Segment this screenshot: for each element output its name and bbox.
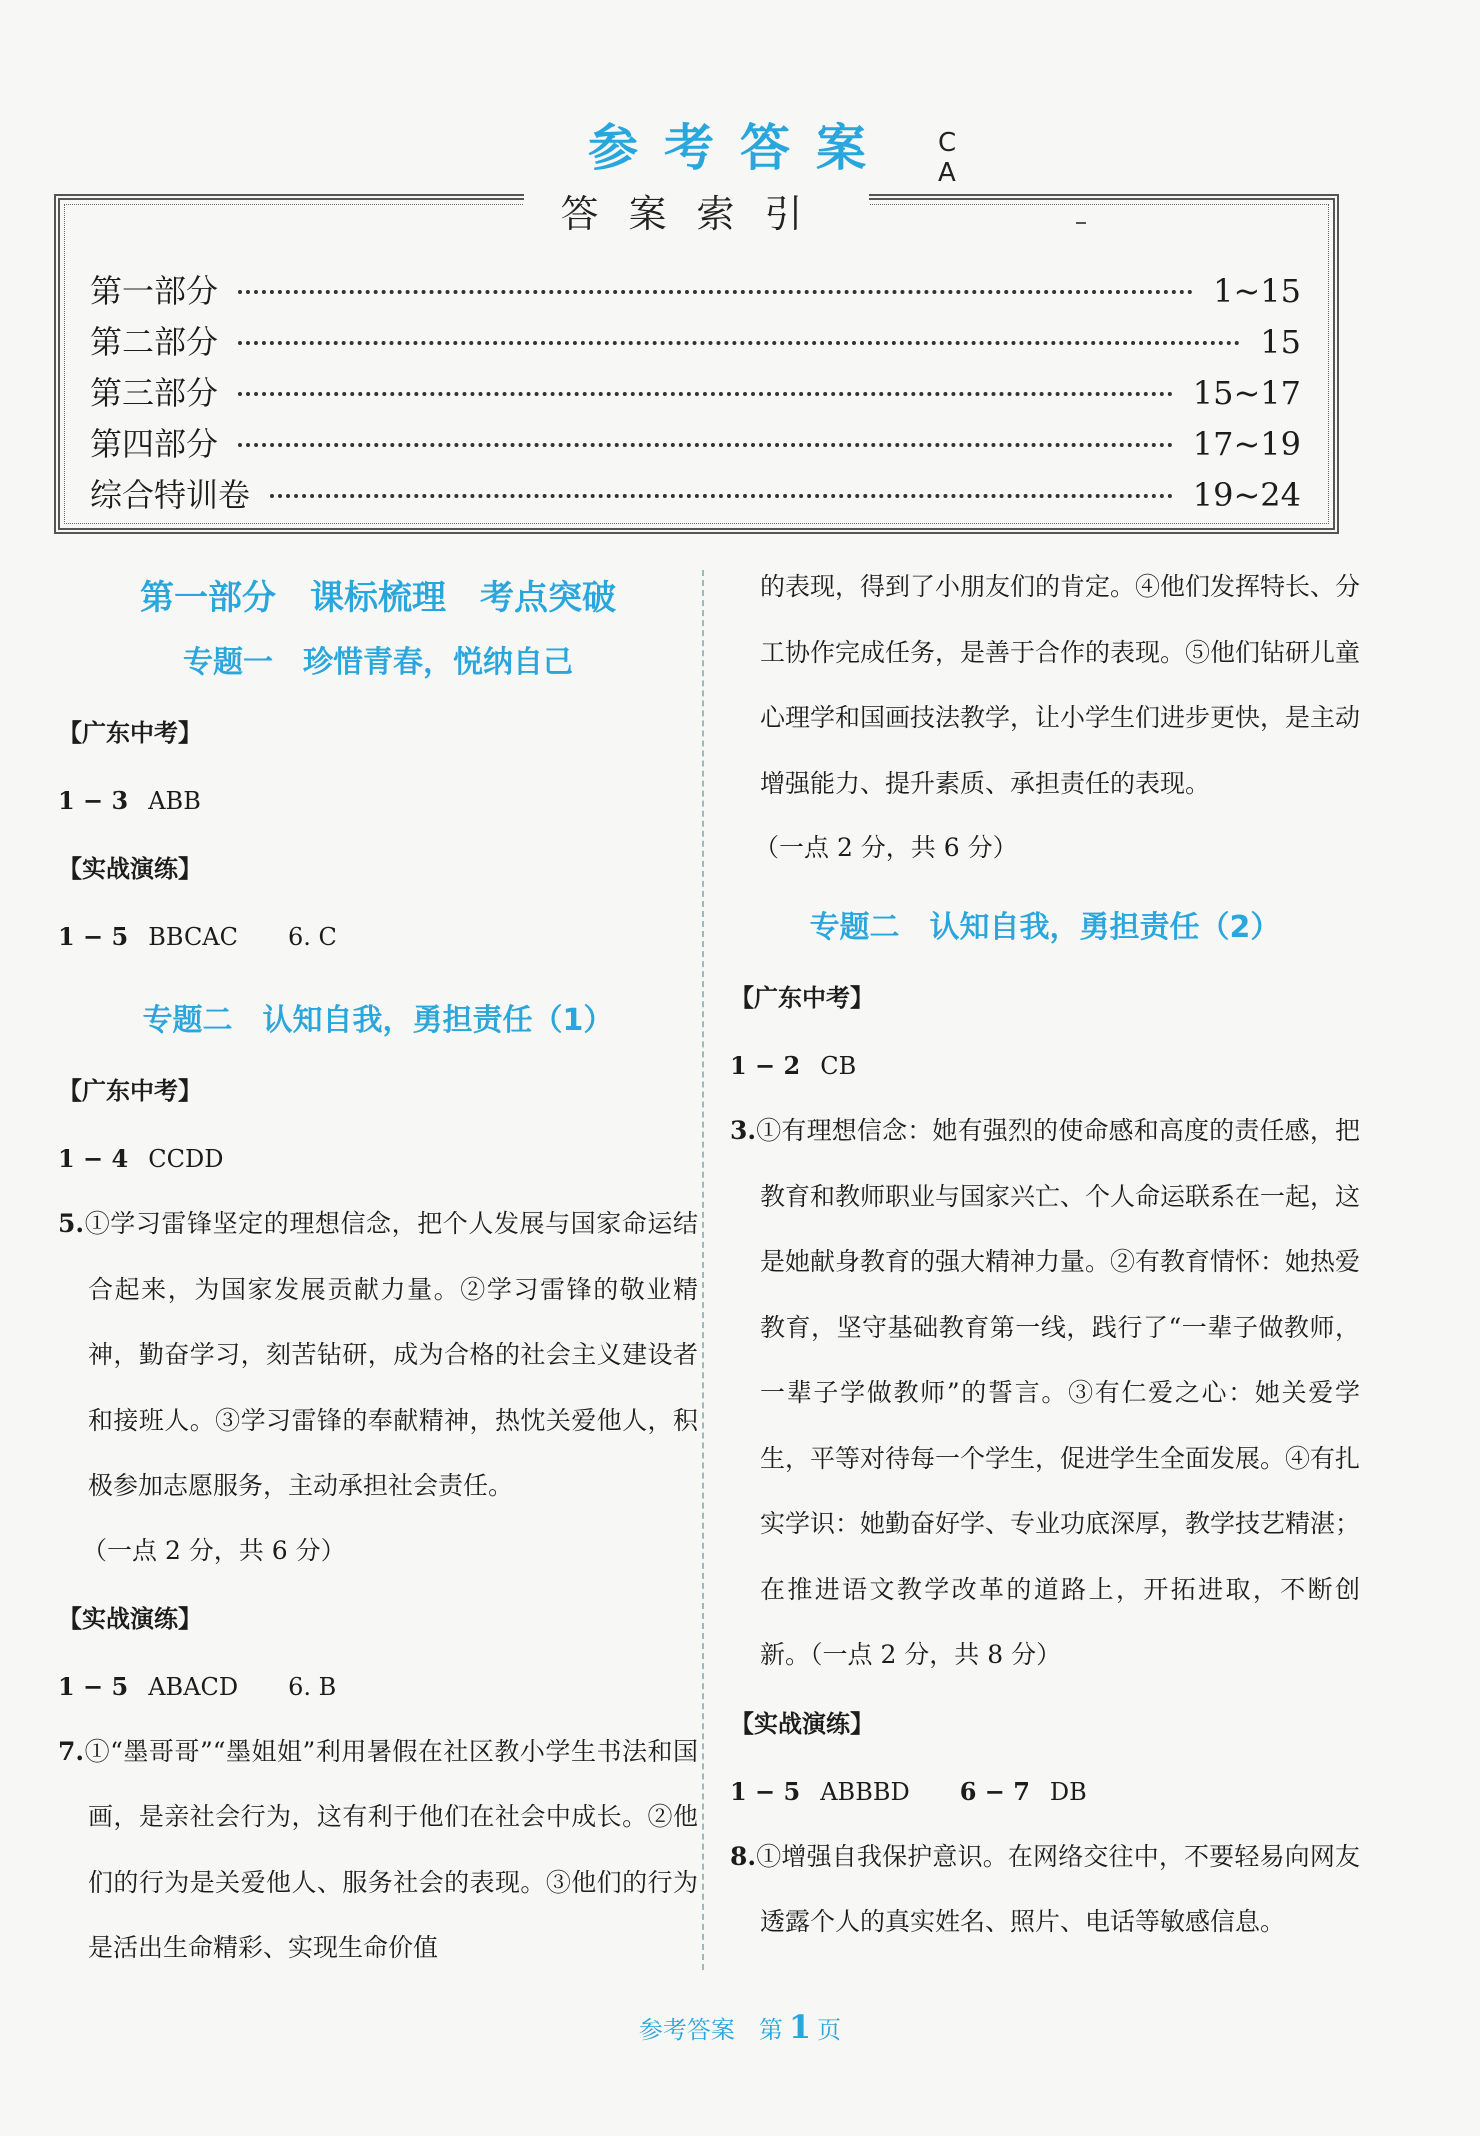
topic-title: 专题一 珍惜青春，悦纳自己: [183, 645, 573, 680]
section-heading: 【实战演练】: [58, 1604, 202, 1633]
score-note: （一点 2 分，共 6 分）: [754, 833, 1018, 862]
answer-letters: DB: [1049, 1777, 1087, 1806]
page-title: 参考答案: [588, 119, 892, 177]
topic-title: 专题二 认知自我，勇担责任（1）: [142, 1003, 614, 1038]
index-row-label: 第二部分: [90, 323, 219, 361]
right-column: [730, 560, 1360, 1955]
answer-extra: 6. C: [288, 923, 337, 951]
question-number: 3.: [730, 1116, 757, 1145]
question-range: 1 − 5: [730, 1776, 801, 1806]
page-footer: [0, 2008, 1480, 2046]
answer-letters: ABACD: [148, 1672, 239, 1701]
answer-letters: ABBBD: [820, 1777, 910, 1806]
question-range: 1 − 4: [58, 1144, 129, 1173]
question-range: 1 − 5: [58, 922, 129, 951]
page-number: 1: [788, 2008, 812, 2046]
answer-paragraph-continued: 的表现，得到了小朋友们的肯定。④他们发挥特长、分工协作完成任务，是善于合作的表现。⑤他们钻研儿童心理学和国画技法教学，让小学生们进步更快，是主动增强能力、提升素质、承担责任的表现。: [760, 572, 1361, 798]
column-divider: [702, 570, 704, 1970]
answer-letters: CB: [820, 1052, 857, 1080]
topic-title: 专题二 认知自我，勇担责任（2）: [809, 910, 1281, 945]
question-number: 7.: [58, 1736, 85, 1766]
section-heading: 【实战演练】: [730, 1709, 874, 1738]
left-column: [58, 560, 698, 1981]
dot-leader: [238, 341, 1240, 345]
corner-mark: C A: [938, 128, 957, 188]
question-range: 1 − 5: [58, 1671, 129, 1701]
question-range: 1 − 2: [730, 1051, 801, 1080]
index-row-label: 第三部分: [90, 374, 219, 412]
answer-line: [58, 1127, 698, 1191]
index-row-pages: 17~19: [1192, 425, 1301, 463]
dot-leader: [238, 443, 1173, 447]
index-row: [90, 470, 1301, 521]
answer-text: ①有理想信念：她有强烈的使命感和高度的责任感，把教育和教师职业与国家兴亡、个人命运联系在一起，这是她献身教育的强大精神力量。②有教育情怀：她热爱教育，坚守基础教育第一线，践行了“一辈子做教师，一辈子学做教师”的誓言。③有仁爱之心：她关爱学生，平等对待每一个学生，促进学生全面发展。④有扎实学识：她勤奋好学、专业功底深厚，教学技艺精湛；在推进语文教学改革的道路上，开拓进取，不断创新。（一点 2 分，共 8 分）: [756, 1116, 1361, 1669]
score-note: （一点 2 分，共 6 分）: [82, 1535, 346, 1565]
index-row: [90, 419, 1301, 470]
question-number: 5.: [58, 1209, 85, 1238]
answer-text: ①增强自我保护意识。在网络交往中，不要轻易向网友透露个人的真实姓名、照片、电话等敏感信息。: [756, 1841, 1360, 1936]
index-row-pages: 15~17: [1192, 374, 1301, 412]
answer-extra: 6. B: [288, 1672, 337, 1701]
answer-line: [58, 1655, 698, 1719]
answer-line: [730, 1760, 1360, 1824]
answer-line: [58, 769, 698, 833]
answer-paragraph: [730, 1098, 1360, 1688]
index-row: [90, 317, 1301, 368]
answer-paragraph: [58, 1719, 698, 1981]
index-row-pages: 1~15: [1213, 272, 1301, 310]
answer-line: [58, 905, 698, 969]
part-title: 第一部分 课标梳理 考点突破: [140, 578, 616, 618]
section-heading: 【广东中考】: [58, 1077, 202, 1105]
answer-paragraph: [730, 1824, 1360, 1955]
answer-line: [730, 1034, 1360, 1098]
answer-index-box: [54, 194, 1339, 534]
answer-letters: ABB: [148, 787, 201, 815]
index-row-pages: 19~24: [1192, 476, 1301, 514]
index-row-pages: 15: [1260, 323, 1301, 361]
answer-paragraph: [58, 1191, 698, 1519]
index-row: [90, 266, 1301, 317]
index-row: [90, 368, 1301, 419]
answer-text: ①“墨哥哥”“墨姐姐”利用暑假在社区教小学生书法和国画，是亲社会行为，这有利于他们在社会中成长。②他们的行为是关爱他人、服务社会的表现。③他们的行为是活出生命精彩、实现生命价值: [84, 1736, 698, 1962]
dot-leader: [270, 494, 1173, 498]
section-heading: 【广东中考】: [58, 719, 202, 747]
index-row-label: 第一部分: [90, 272, 219, 310]
answer-text: ①学习雷锋坚定的理想信念，把个人发展与国家命运结合起来，为国家发展贡献力量。②学习雷锋的敬业精神，勤奋学习，刻苦钻研，成为合格的社会主义建设者和接班人。③学习雷锋的奉献精神，热忱关爱他人，积极参加志愿服务，主动承担社会责任。: [84, 1209, 698, 1500]
question-range: 1 − 3: [58, 786, 129, 815]
footer-prefix: 参考答案 第: [638, 2016, 783, 2044]
dot-leader: [238, 392, 1173, 396]
question-number: 8.: [730, 1841, 757, 1871]
section-heading: 【实战演练】: [58, 855, 202, 883]
section-heading: 【广东中考】: [730, 984, 874, 1012]
index-list: [90, 266, 1301, 521]
answer-letters: CCDD: [148, 1145, 224, 1173]
footer-suffix: 页: [817, 2016, 842, 2044]
index-row-label: 综合特训卷: [90, 476, 251, 514]
index-title: 答案索引: [524, 178, 868, 238]
answer-letters: BBCAC: [148, 923, 238, 951]
index-row-label: 第四部分: [90, 425, 219, 463]
dot-leader: [238, 290, 1193, 294]
question-range: 6 − 7: [959, 1776, 1030, 1806]
